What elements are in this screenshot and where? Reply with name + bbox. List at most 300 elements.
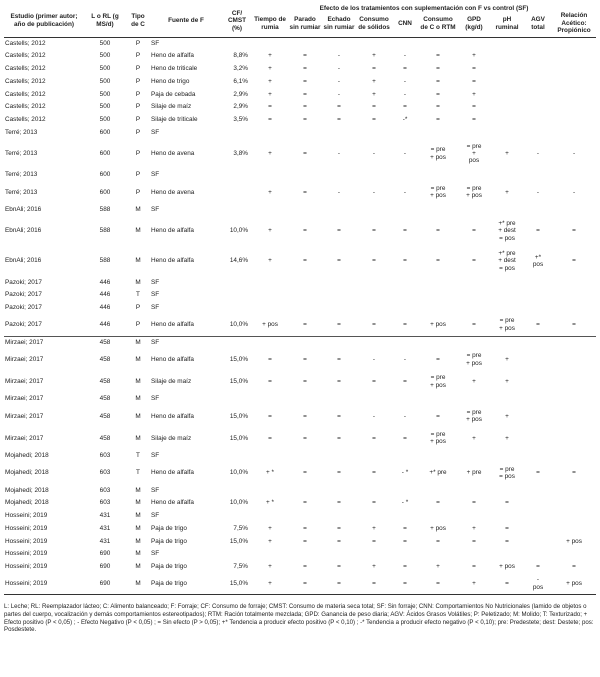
effect-cell [322, 289, 356, 302]
effect-cell: + [505, 434, 509, 442]
table-row [4, 276, 596, 289]
effect-cell: - [337, 77, 341, 85]
cf-cmst-cell [222, 301, 252, 314]
effect-cell: = [372, 499, 376, 507]
effect-cell [490, 301, 524, 314]
estudio-cell: Mirzaei; 2017 [5, 395, 44, 403]
table-row [4, 371, 596, 393]
l-rl-cell: 458 [99, 356, 111, 364]
effect-cell [524, 548, 552, 561]
tipo-c-cell: P [135, 65, 141, 73]
effect-cell: + pos [430, 321, 446, 329]
effect-cell: +* pos [532, 253, 544, 268]
table-row [4, 216, 596, 246]
effect-cell [524, 522, 552, 535]
effect-cell [524, 510, 552, 523]
effect-cell: = [303, 227, 307, 235]
effect-cell: = [403, 257, 407, 265]
table-row [4, 181, 596, 203]
table-row [4, 522, 596, 535]
estudio-cell: Pazoki; 2017 [5, 321, 42, 329]
effect-cell [356, 484, 392, 497]
tipo-c-cell: M [135, 278, 141, 286]
effect-cell [524, 169, 552, 182]
effect-cell [458, 169, 490, 182]
effect-cell [356, 169, 392, 182]
effect-cell: = [505, 537, 509, 545]
effect-cell: = pre + pos [430, 146, 446, 161]
l-rl-cell: 603 [99, 499, 111, 507]
effect-cell: + [268, 537, 272, 545]
fuente-f-cell: SF [151, 291, 160, 299]
effect-cell: + pos [552, 573, 596, 595]
effect-cell [490, 75, 524, 88]
effect-cell [252, 393, 288, 406]
effect-cell: = [337, 499, 341, 507]
effect-cell: - [403, 356, 407, 364]
effect-cell: - [536, 149, 540, 157]
effect-cell [524, 50, 552, 63]
l-rl-cell: 431 [99, 524, 111, 532]
header-effect-2: Echado sin rumiar [322, 12, 356, 37]
cf-cmst-cell: 10,0% [229, 499, 248, 507]
effect-cell [418, 276, 458, 289]
table-row [4, 449, 596, 462]
table-row [4, 88, 596, 101]
table-row [4, 336, 596, 349]
effect-cell: = [322, 573, 356, 595]
effect-cell: = [505, 524, 509, 532]
effect-cell [524, 63, 552, 76]
effect-cell [524, 75, 552, 88]
effect-cell: = [303, 378, 307, 386]
effect-cell [524, 336, 552, 349]
cf-cmst-cell [222, 336, 252, 349]
effect-cell [356, 37, 392, 50]
effect-cell: + * [266, 469, 274, 477]
table-row [4, 50, 596, 63]
effect-cell [252, 301, 288, 314]
estudio-cell: Castells; 2012 [5, 77, 46, 85]
tipo-c-cell: P [135, 40, 141, 48]
effect-cell: = [337, 537, 341, 545]
effect-cell [524, 405, 552, 427]
effect-cell [524, 497, 552, 510]
effect-cell: = pre + pos [499, 317, 515, 332]
effect-cell: + [458, 573, 490, 595]
effect-cell: = [436, 412, 440, 420]
effect-cell [458, 203, 490, 216]
cf-cmst-cell: 14,6% [229, 257, 248, 265]
table-row [4, 63, 596, 76]
effect-cell: + [505, 188, 509, 196]
header-effect-3: Consumo de sólidos [356, 12, 392, 37]
effect-cell [524, 484, 552, 497]
table-row [4, 113, 596, 126]
estudio-cell: EbnAli; 2016 [5, 205, 42, 213]
effect-cell [552, 393, 596, 406]
effect-cell [288, 449, 322, 462]
effect-cell [356, 336, 392, 349]
effect-cell [288, 289, 322, 302]
estudio-cell: Castells; 2012 [5, 52, 46, 60]
cf-cmst-cell [222, 484, 252, 497]
l-rl-cell: 588 [99, 257, 111, 265]
effect-cell [288, 336, 322, 349]
effect-cell: = [268, 103, 272, 111]
effect-cell [490, 37, 524, 50]
effect-cell [418, 169, 458, 182]
l-rl-cell: 446 [99, 291, 111, 299]
estudio-cell: Pazoki; 2017 [5, 291, 42, 299]
tipo-c-cell: M [135, 412, 141, 420]
effect-cell: = [572, 321, 576, 329]
effect-cell: = [303, 52, 307, 60]
effect-cell: - [337, 149, 341, 157]
estudio-cell: Hosseini; 2019 [5, 512, 48, 520]
effect-cell: = [303, 188, 307, 196]
tipo-c-cell: M [126, 573, 150, 595]
header-cf-cmst: CF/ CMST (%) [222, 2, 252, 37]
effect-cell: = pre + pos [466, 409, 482, 424]
effect-cell [490, 203, 524, 216]
effect-cell [356, 289, 392, 302]
header-estudio: Estudio (primer autor; año de publicación) [4, 2, 84, 37]
effect-cell [392, 203, 418, 216]
table-row [4, 203, 596, 216]
effect-cell: = [288, 573, 322, 595]
effect-cell: = [303, 321, 307, 329]
effect-cell [392, 301, 418, 314]
effect-cell: + [505, 412, 509, 420]
tipo-c-cell: M [135, 356, 141, 364]
effect-cell [490, 50, 524, 63]
header-effect-4: CNN [392, 12, 418, 37]
table-row [4, 169, 596, 182]
effect-cell [552, 88, 596, 101]
effect-cell [458, 548, 490, 561]
effect-cell: + [372, 524, 376, 532]
effect-cell [552, 203, 596, 216]
table-row [4, 139, 596, 169]
effect-cell [552, 349, 596, 371]
effect-cell: = [303, 103, 307, 111]
cf-cmst-cell: 10,0% [229, 321, 248, 329]
effect-cell: = [268, 412, 272, 420]
fuente-f-cell: SF [151, 40, 160, 48]
effect-cell [322, 449, 356, 462]
estudio-cell: Castells; 2012 [5, 90, 46, 98]
effect-cell: - [403, 90, 407, 98]
effect-cell [322, 336, 356, 349]
effect-cell [552, 548, 596, 561]
fuente-f-cell: Heno de alfalfa [151, 52, 194, 60]
l-rl-cell: 446 [99, 304, 111, 312]
fuente-f-cell: SF [151, 128, 160, 136]
estudio-cell: Mojahedi; 2018 [5, 499, 49, 507]
effect-cell [490, 336, 524, 349]
effect-cell [418, 126, 458, 139]
effect-cell [252, 510, 288, 523]
estudio-cell: EbnAli; 2016 [5, 257, 42, 265]
effect-cell [356, 510, 392, 523]
effect-cell [356, 449, 392, 462]
effect-cell: = [337, 115, 341, 123]
estudio-cell: Terré; 2013 [5, 188, 38, 196]
effect-cell: - [403, 412, 407, 420]
effect-cell [418, 449, 458, 462]
tipo-c-cell: P [135, 321, 141, 329]
effect-cell: = [337, 103, 341, 111]
tipo-c-cell: M [135, 537, 141, 545]
effect-cell: + [505, 149, 509, 157]
fuente-f-cell: Silaje de triticale [151, 115, 198, 123]
tipo-c-cell: M [126, 336, 150, 349]
effect-cell: + [268, 65, 272, 73]
effect-cell: = [372, 537, 376, 545]
estudio-cell: Terré; 2013 [5, 128, 38, 136]
l-rl-cell: 588 [99, 227, 111, 235]
tipo-c-cell: M [135, 562, 141, 570]
l-rl-cell: 600 [99, 171, 111, 179]
estudio-cell: EbnAli; 2016 [5, 227, 42, 235]
cf-cmst-cell: 3,2% [233, 65, 248, 73]
cf-cmst-cell [222, 203, 252, 216]
effect-cell: = [303, 77, 307, 85]
effect-cell: = [268, 434, 272, 442]
effect-cell: = [418, 573, 458, 595]
effect-cell [552, 427, 596, 449]
l-rl-cell: 603 [99, 486, 111, 494]
l-rl-cell: 690 [99, 550, 111, 558]
effect-cell: - * [401, 469, 409, 477]
cf-cmst-cell: 15,0% [229, 434, 248, 442]
effect-cell: -* [402, 115, 408, 123]
estudio-cell: Castells; 2012 [5, 40, 46, 48]
effect-cell [356, 548, 392, 561]
estudio-cell: Mojahedi; 2018 [5, 469, 49, 477]
effect-cell: +* pre [429, 469, 447, 477]
effect-cell [392, 393, 418, 406]
effect-cell: - [572, 149, 576, 157]
tipo-c-cell: P [135, 115, 141, 123]
effect-cell: = [303, 434, 307, 442]
tipo-c-cell: P [135, 188, 141, 196]
cf-cmst-cell: 6,1% [233, 77, 248, 85]
effect-cell [322, 301, 356, 314]
effect-cell: = [372, 321, 376, 329]
effect-cell [288, 510, 322, 523]
fuente-f-cell: SF [151, 171, 160, 179]
effect-cell [552, 113, 596, 126]
effect-cell [418, 203, 458, 216]
l-rl-cell: 690 [99, 562, 111, 570]
effect-cell: = [472, 499, 476, 507]
effect-cell: = [303, 149, 307, 157]
effect-cell: = [337, 469, 341, 477]
effect-cell [322, 510, 356, 523]
effect-cell: = [436, 65, 440, 73]
fuente-f-cell: Heno de alfalfa [151, 499, 194, 507]
effect-cell [418, 289, 458, 302]
estudio-cell: Mirzaei; 2017 [5, 378, 44, 386]
l-rl-cell: 500 [99, 52, 111, 60]
effect-cell [418, 548, 458, 561]
cf-cmst-cell: 8,8% [233, 52, 248, 60]
effect-cell [524, 113, 552, 126]
tipo-c-cell: M [135, 434, 141, 442]
effect-cell: = [536, 321, 540, 329]
effect-cell [490, 126, 524, 139]
header-effect-1: Parado sin rumiar [288, 12, 322, 37]
effect-cell [552, 289, 596, 302]
effect-cell [418, 393, 458, 406]
effect-cell [458, 336, 490, 349]
effect-cell [458, 393, 490, 406]
effect-cell: = [572, 257, 576, 265]
fuente-f-cell: Heno de alfalfa [151, 321, 194, 329]
effect-cell [288, 276, 322, 289]
table-row [4, 560, 596, 573]
effect-cell [418, 510, 458, 523]
effect-cell [524, 371, 552, 393]
fuente-f-cell: Paja de trigo [151, 537, 187, 545]
effect-cell [524, 101, 552, 114]
effect-cell: = [303, 356, 307, 364]
effect-cell [552, 497, 596, 510]
effect-cell: = [490, 573, 524, 595]
estudio-cell: Mojahedi; 2018 [5, 452, 49, 460]
fuente-f-cell: SF [151, 550, 160, 558]
table-row [4, 510, 596, 523]
effect-cell [490, 548, 524, 561]
effect-cell [322, 203, 356, 216]
effect-cell [524, 276, 552, 289]
effect-cell: = [536, 469, 540, 477]
effect-cell: = pre + pos [430, 431, 446, 446]
estudio-cell: Mirzaei; 2017 [4, 336, 84, 349]
estudio-cell: Mirzaei; 2017 [5, 356, 44, 364]
fuente-f-cell: Heno de trigo [151, 77, 190, 85]
l-rl-cell: 603 [99, 469, 111, 477]
cf-cmst-cell [222, 548, 252, 561]
effect-cell: = [403, 537, 407, 545]
effect-cell: - [372, 356, 376, 364]
effect-cell: = [303, 537, 307, 545]
effect-cell: = [436, 90, 440, 98]
effect-cell [458, 449, 490, 462]
effect-cell: = [372, 103, 376, 111]
tipo-c-cell: P [135, 77, 141, 85]
effect-cell: + [472, 524, 476, 532]
effect-cell: = [436, 537, 440, 545]
effect-cell: = [303, 412, 307, 420]
effect-cell: - [572, 188, 576, 196]
effect-cell [490, 169, 524, 182]
effect-cell: - [403, 149, 407, 157]
effect-cell: = [372, 469, 376, 477]
effect-cell [524, 301, 552, 314]
header-effect-0: Tiempo de rumia [252, 12, 288, 37]
fuente-f-cell: Silaje de maíz [151, 378, 192, 386]
effect-cell [252, 548, 288, 561]
fuente-f-cell: Paja de cebada [151, 90, 196, 98]
effect-cell [322, 393, 356, 406]
effect-cell [524, 535, 552, 548]
effect-cell: = [372, 434, 376, 442]
table-row [4, 484, 596, 497]
effect-cell [552, 405, 596, 427]
effect-cell [288, 548, 322, 561]
effect-cell: + [268, 524, 272, 532]
effect-cell: = [303, 562, 307, 570]
effect-cell [252, 449, 288, 462]
l-rl-cell: 588 [99, 205, 111, 213]
effect-cell: = [337, 227, 341, 235]
effect-cell [252, 336, 288, 349]
tipo-c-cell: T [136, 291, 140, 299]
tipo-c-cell: M [135, 499, 141, 507]
effect-cell [418, 484, 458, 497]
tipo-c-cell: M [135, 378, 141, 386]
effect-cell: = [337, 321, 341, 329]
estudio-cell: Pazoki; 2017 [5, 304, 42, 312]
effect-cell: = [436, 77, 440, 85]
effect-cell: = [303, 90, 307, 98]
effect-cell: + [505, 356, 509, 364]
effect-cell: - [372, 188, 376, 196]
effect-cell [356, 393, 392, 406]
effect-cell: + [372, 90, 376, 98]
tipo-c-cell: P [135, 128, 141, 136]
effect-cell: - [337, 65, 341, 73]
cf-cmst-cell [222, 276, 252, 289]
cf-cmst-cell [222, 510, 252, 523]
effect-cell [524, 449, 552, 462]
estudio-cell: Pazoki; 2017 [5, 278, 42, 286]
effect-cell [552, 510, 596, 523]
fuente-f-cell: SF [151, 486, 160, 494]
table-row [4, 548, 596, 561]
estudio-cell: Hosseini; 2019 [5, 537, 48, 545]
effect-cell [458, 37, 490, 50]
tipo-c-cell: M [135, 486, 141, 494]
effect-cell [524, 427, 552, 449]
effect-cell: = [436, 227, 440, 235]
tipo-c-cell: P [135, 171, 141, 179]
table-row [4, 101, 596, 114]
effect-cell: = [337, 412, 341, 420]
l-rl-cell: 690 [84, 573, 126, 595]
effect-cell [288, 393, 322, 406]
effect-cell: = [403, 103, 407, 111]
effect-cell [252, 126, 288, 139]
effect-cell [392, 449, 418, 462]
fuente-f-cell: Silaje de maíz [151, 434, 192, 442]
effect-cell: = [436, 103, 440, 111]
effect-cell: + [268, 52, 272, 60]
effect-cell: = [303, 257, 307, 265]
effect-cell: + [472, 90, 476, 98]
estudio-cell: Terré; 2013 [5, 149, 38, 157]
estudio-cell: Castells; 2012 [5, 103, 46, 111]
header-effect-6: GPD (kg/d) [458, 12, 490, 37]
effect-cell [490, 276, 524, 289]
effect-cell [490, 113, 524, 126]
effect-cell: = [403, 321, 407, 329]
effect-cell [458, 510, 490, 523]
l-rl-cell: 446 [99, 278, 111, 286]
